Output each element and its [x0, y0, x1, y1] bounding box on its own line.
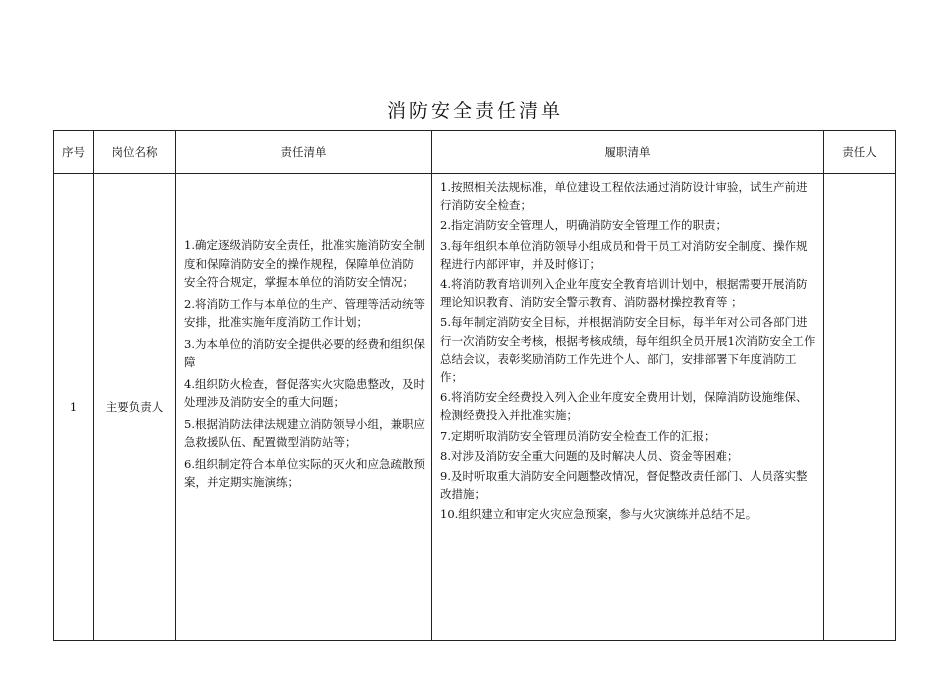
duty-item: 3.每年组织本单位消防领导小组成员和骨干员工对消防安全制度、操作规程进行内部评审，并及时修订； — [440, 238, 808, 271]
responsibility-item: 4.组织防火检查，督促落实火灾隐患整改，及时处理涉及消防安全的重大问题； — [184, 376, 425, 409]
duty-item: 6.将消防安全经费投入列入企业年度安全费用计划，保障消防设施维保、检测经费投入并批准实施； — [440, 390, 808, 423]
responsibility-item: 5.根据消防法律法规建立消防领导小组，兼职应急救援队伍、配置微型消防站等； — [184, 416, 425, 449]
header-position: 岗位名称 — [94, 131, 176, 174]
responsibility-item: 2.将消防工作与本单位的生产、管理等活动统等安排，批准实施年度消防工作计划； — [184, 296, 425, 329]
table-row — [54, 174, 896, 641]
header-num: 序号 — [54, 131, 94, 174]
header-duties: 履职清单 — [432, 131, 824, 174]
duty-list — [432, 174, 824, 641]
duty-item: 5.每年制定消防安全目标，并根据消防安全目标，每半年对公司各部门进行一次消防安全考核，根据考核成绩，每年组织全员开展1次消防安全工作总结会议，表彰奖励消防工作先进个人、部门，安排部署下年度消防工作； — [440, 315, 816, 385]
duty-item: 10.组织建立和审定火灾应急预案，参与火灾演练并总结不足。 — [440, 507, 758, 522]
row-num: 1 — [54, 174, 94, 641]
responsibility-table — [53, 130, 896, 641]
duty-item: 9.及时听取重大消防安全问题整改情况，督促整改责任部门、人员落实整改措施； — [440, 469, 808, 502]
responsibility-item: 1.确定逐级消防安全责任，批准实施消防安全制度和保障消防安全的操作规程，保障单位消防安全符合规定，掌握本单位的消防安全情况； — [184, 238, 425, 289]
duty-item: 1.按照相关法规标准，单位建设工程依法通过消防设计审验，试生产前进行消防安全检查； — [440, 180, 808, 213]
duty-item: 2.指定消防安全管理人，明确消防安全管理工作的职责； — [440, 218, 727, 233]
header-person: 责任人 — [824, 131, 896, 174]
responsibility-item: 3.为本单位的消防安全提供必要的经费和组织保障 — [184, 336, 425, 369]
document-title: 消防安全责任清单 — [386, 100, 563, 122]
responsibility-list — [176, 174, 432, 641]
duty-item: 7.定期听取消防安全管理员消防安全检查工作的汇报； — [440, 428, 716, 443]
responsibility-item: 6.组织制定符合本单位实际的灭火和应急疏散预案，并定期实施演练； — [184, 456, 425, 489]
table-header-row — [54, 131, 896, 174]
row-person — [824, 174, 896, 641]
duty-item: 8.对涉及消防安全重大问题的及时解决人员、资金等困难； — [440, 448, 739, 463]
row-position: 主要负责人 — [94, 174, 176, 641]
header-responsibilities: 责任清单 — [176, 131, 432, 174]
duty-item: 4.将消防教育培训列入企业年度安全教育培训计划中，根据需要开展消防理论知识教育、消防安全警示教育、消防器材操控教育等 ； — [440, 277, 808, 310]
